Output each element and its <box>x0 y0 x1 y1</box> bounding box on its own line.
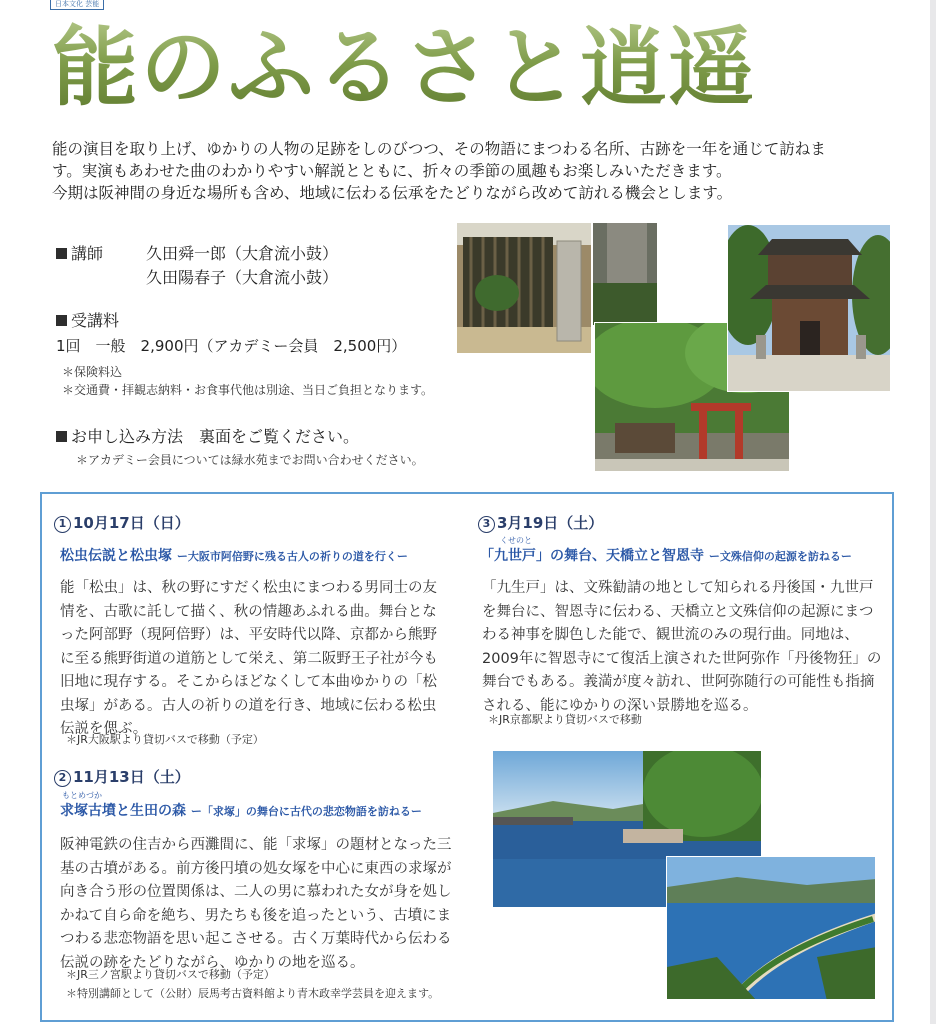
event-1-subtitle: ー大阪市阿倍野に残る古人の祈りの道を行くー <box>176 550 408 563</box>
event-3-body-line: 舞台でもある。義満が度々訪れ、世阿弥随行の可能性も指摘 <box>482 674 875 690</box>
page-title: 能のふるさと逍遥 <box>52 14 756 122</box>
event-2-ruby: もとめづか <box>62 791 102 800</box>
event-3-body-line: される、能にゆかりの深い景勝地を巡る。 <box>482 697 758 714</box>
lecturer-label: 講師 <box>71 244 104 263</box>
event-1-body <box>60 577 438 742</box>
event-3-date-text: 3月19日（土） <box>497 514 604 532</box>
event-3-body-line: 「九生戸」は、文殊勧請の地として知られる丹後国・九世戸 <box>482 580 874 596</box>
event-2-body-line: 伝説の跡をたどりながら、ゆかりの地を巡る。 <box>60 954 365 971</box>
event-3-subtitle: ー文殊信仰の起源を訪ねるー <box>708 550 852 563</box>
event-3-body-line: を舞台に、智恩寺に伝わる、天橋立と文殊信仰の起源にまつ <box>482 603 874 620</box>
event-3-title <box>480 545 852 565</box>
photo-bamboo-fence <box>456 222 592 354</box>
lecturer-name: 久田舜一郎（大倉流小鼓） <box>146 244 339 263</box>
event-3-body <box>482 577 881 718</box>
event-3-ruby: くせのと <box>500 536 532 545</box>
event-1-body-line: 伝説を偲ぶ。 <box>60 721 148 737</box>
event-1-number: 1 <box>54 516 71 533</box>
lecturer-section <box>56 242 338 290</box>
event-1-body-line: に至る熊野街道の道筋として栄え、第二阪野王子社が今も <box>60 650 438 667</box>
event-2-body-line: つわる悲恋物語を思い起こさせる。古く万葉時代から伝わる <box>60 931 452 947</box>
bullet-square <box>56 248 67 259</box>
bullet-square <box>56 431 67 442</box>
photo-stone-monument <box>592 222 658 326</box>
photo-temple-gate <box>727 224 891 392</box>
event-2-title <box>60 800 422 820</box>
fee-section <box>56 308 433 399</box>
event-1-body-line: 能「松虫」は、秋の野にすだく松虫にまつわる男同士の友 <box>60 580 437 596</box>
event-2-body-line: かねて自ら命を絶ち、男たちも後を追ったという、古墳にま <box>60 907 452 924</box>
page-edge <box>930 0 936 1024</box>
event-2-number: 2 <box>54 770 71 787</box>
event-2-note: ＊特別講師として（公財）辰馬考古資料館より青木政幸学芸員を迎えます。 <box>66 987 440 1000</box>
apply-section <box>56 424 424 469</box>
event-1-title <box>60 545 408 565</box>
event-3-note: ＊JR京都駅より貸切バスで移動 <box>488 713 642 726</box>
event-2-date <box>54 766 190 787</box>
event-2-date-text: 11月13日（土） <box>73 768 190 786</box>
event-1-title-text: 松虫伝説と松虫塚 <box>60 548 172 564</box>
event-2-body-line: 基の古墳がある。前方後円墳の処女塚を中心に東西の求塚が <box>60 860 452 877</box>
event-3-title-text: 「九世戸」の舞台、天橋立と智恩寺 <box>480 548 704 564</box>
apply-note: ＊アカデミー会員については緑水苑までお問い合わせください。 <box>76 453 424 467</box>
fee-label: 受講料 <box>71 311 120 330</box>
photo-sandbar-aerial <box>666 856 876 1000</box>
fee-note: ＊交通費・拝観志納料・お食事代他は別途、当日ご負担となります。 <box>62 383 434 397</box>
intro-line: 能の演目を取り上げ、ゆかりの人物の足跡をしのびつつ、その物語にまつわる名所、古跡を一年を通じて訪ねま <box>52 140 826 158</box>
event-2-body <box>60 834 452 975</box>
event-3-body-line: わる神事を脚色した能で、観世流のみの現行曲。同地は、 <box>482 627 859 643</box>
event-1-body-line: 旧地に現存する。そこからほどなくして本曲ゆかりの「松 <box>60 674 437 690</box>
intro-line: す。実演もあわせた曲のわかりやすい解説とともに、折々の季節の風趣もお楽しみいただきます。 <box>52 162 732 180</box>
event-3-number: 3 <box>478 516 495 533</box>
event-1-date-text: 10月17日（日） <box>73 514 190 532</box>
event-1-date <box>54 512 190 533</box>
event-2-note: ＊JR三ノ宮駅より貸切バスで移動（予定） <box>66 968 275 981</box>
event-2-title-text: 求塚古墳と生田の森 <box>60 803 186 819</box>
event-1-body-line: 情を、古歌に託して描く、秋の情趣あふれる曲。舞台とな <box>60 603 437 620</box>
bullet-square <box>56 315 67 326</box>
fee-note: ＊保険料込 <box>62 365 123 379</box>
event-3-date <box>478 512 603 533</box>
intro-text <box>52 138 882 204</box>
apply-label: お申し込み方法 裏面をご覧ください。 <box>71 427 360 446</box>
event-2-body-line: 阪神電鉄の住吉から西灘間に、能「求塚」の題材となった三 <box>60 837 452 853</box>
fee-line: 1回 一般 2,900円（アカデミー会員 2,500円） <box>56 337 407 355</box>
event-3-body-line: 2009年に智恩寺にて復活上演された世阿弥作「丹後物狂」の <box>482 650 882 667</box>
series-tag: 日本文化 芸能 <box>50 0 104 10</box>
event-1-note: ＊JR大阪駅より貸切バスで移動（予定） <box>66 733 264 746</box>
event-1-body-line: 虫塚」がある。古人の祈りの道を行き、地域に伝わる松虫 <box>60 697 437 714</box>
lecturer-name: 久田陽春子（大倉流小鼓） <box>146 268 339 287</box>
event-2-subtitle: ー「求塚」の舞台に古代の悲恋物語を訪ねるー <box>190 805 422 818</box>
intro-line: 今期は阪神間の身近な場所も含め、地域に伝わる伝承をたどりながら改めて訪れる機会とします。 <box>52 184 733 202</box>
event-1-body-line: った阿部野（現阿倍野）は、平安時代以降、京都から熊野 <box>60 627 437 643</box>
event-2-body-line: 向き合う形の位置関係は、二人の男に慕われた女が身を処し <box>60 884 452 900</box>
